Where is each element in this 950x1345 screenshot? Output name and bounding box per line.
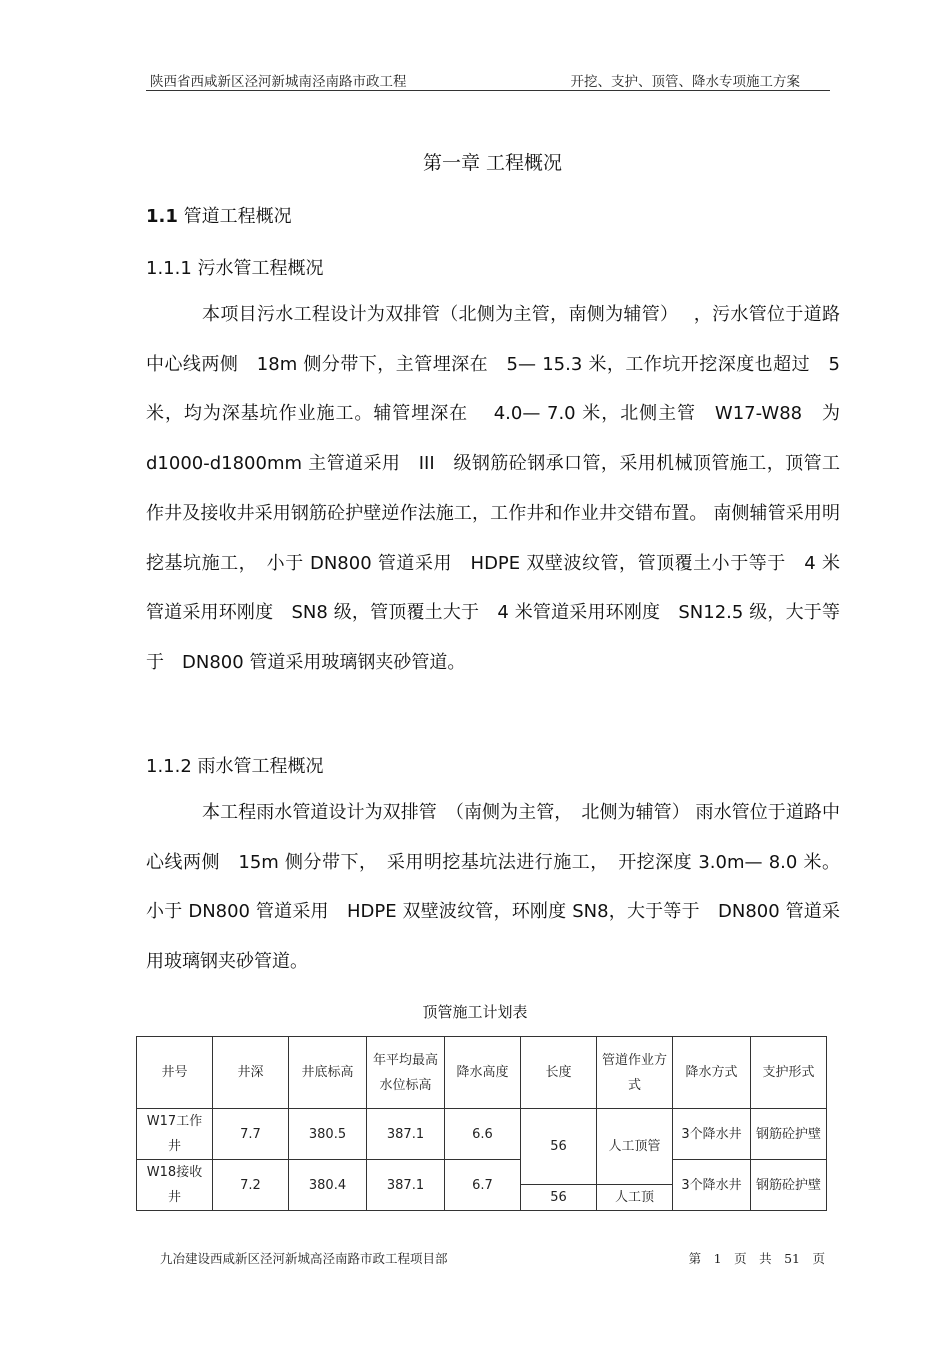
section-title: 管道工程概况 [177,206,292,227]
cell-water: 387.1 [367,1109,445,1160]
cell-bottom: 380.5 [289,1109,367,1160]
table-title: 顶管施工计划表 [422,1003,528,1021]
cell-dewater: 3个降水井 [673,1109,751,1160]
col-header: 年平均最高水位标高 [367,1037,445,1109]
cell-support: 钢筋砼护壁 [751,1109,827,1160]
header-project-name: 陕西省西咸新区泾河新城南泾南路市政工程 [150,74,407,90]
table-row [137,1109,827,1160]
cell-method: 人工顶管 [597,1109,673,1185]
col-header: 井号 [137,1037,213,1109]
cell-drop: 6.6 [445,1109,521,1160]
cell-bottom: 380.4 [289,1160,367,1211]
col-header: 降水方式 [673,1037,751,1109]
page-number: 第 1 页 共 51 页 [688,1251,825,1266]
cell-well: W17工作井 [137,1109,213,1160]
page-header [146,68,830,91]
header-doc-title: 开挖、支护、顶管、降水专项施工方案 [570,74,800,90]
paragraph-sewage: 本项目污水工程设计为双排管（北侧为主管，南侧为辅管） ，污水管位于道路中心线两侧 18m 侧分带下，主管埋深在 5— 15.3 米，工作坑开挖深度也超过 5 米，均为深基坑作业施工。辅管埋深在 4.0— 7.0 米，北侧主管 W17-W88 为 d1000-d1800mm 主管道采用 III 级钢筋砼钢承口管，采用机械顶管施工，顶管工作井及接收井采用钢筋砼护壁逆作法施工，工作井和作业井交错布置。 南侧辅管采用明挖基坑施工， 小于 DN800 管道采用 HDPE 双壁波纹管，管顶覆土小于等于 4 米管道采用环刚度 SN8 级，管顶覆土大于 4 米管道采用环刚度 SN12.5 级，大于等于 DN800 管道采用玻璃钢夹砂管道。 [146,304,840,673]
cell-length: 56 [521,1185,597,1211]
cell-dewater: 3个降水井 [673,1160,751,1211]
cell-length: 56 [521,1109,597,1185]
chapter-title: 第一章 工程概况 [422,152,563,174]
cell-support: 钢筋砼护壁 [751,1160,827,1211]
page-footer [160,1249,825,1267]
col-header: 管道作业方式 [597,1037,673,1109]
col-header: 降水高度 [445,1037,521,1109]
section-heading-1-1 [146,202,292,228]
section-heading-1-1-1: 1.1.1 污水管工程概况 [146,258,324,279]
cell-depth: 7.7 [213,1109,289,1160]
col-header: 井底标高 [289,1037,367,1109]
table-row [137,1160,827,1185]
col-header: 支护形式 [751,1037,827,1109]
paragraph-rain: 本工程雨水管道设计为双排管 （南侧为主管， 北侧为辅管） 雨水管位于道路中心线两侧 15m 侧分带下， 采用明挖基坑法进行施工， 开挖深度 3.0m— 8.0 米。小于 DN800 管道采用 HDPE 双壁波纹管，环刚度 SN8，大于等于 DN800 管道采用玻璃钢夹砂管道。 [146,802,840,973]
cell-method: 人工顶 [597,1185,673,1211]
table-header-row [137,1037,827,1109]
section-heading-1-1-2: 1.1.2 雨水管工程概况 [146,756,324,777]
cell-well: W18接收井 [137,1160,213,1211]
cell-depth: 7.2 [213,1160,289,1211]
col-header: 井深 [213,1037,289,1109]
col-header: 长度 [521,1037,597,1109]
footer-org: 九冶建设西咸新区泾河新城高泾南路市政工程项目部 [160,1251,448,1266]
cell-drop: 6.7 [445,1160,521,1211]
jacking-plan-table [136,1036,827,1211]
section-number: 1.1 [146,206,178,227]
cell-water: 387.1 [367,1160,445,1211]
